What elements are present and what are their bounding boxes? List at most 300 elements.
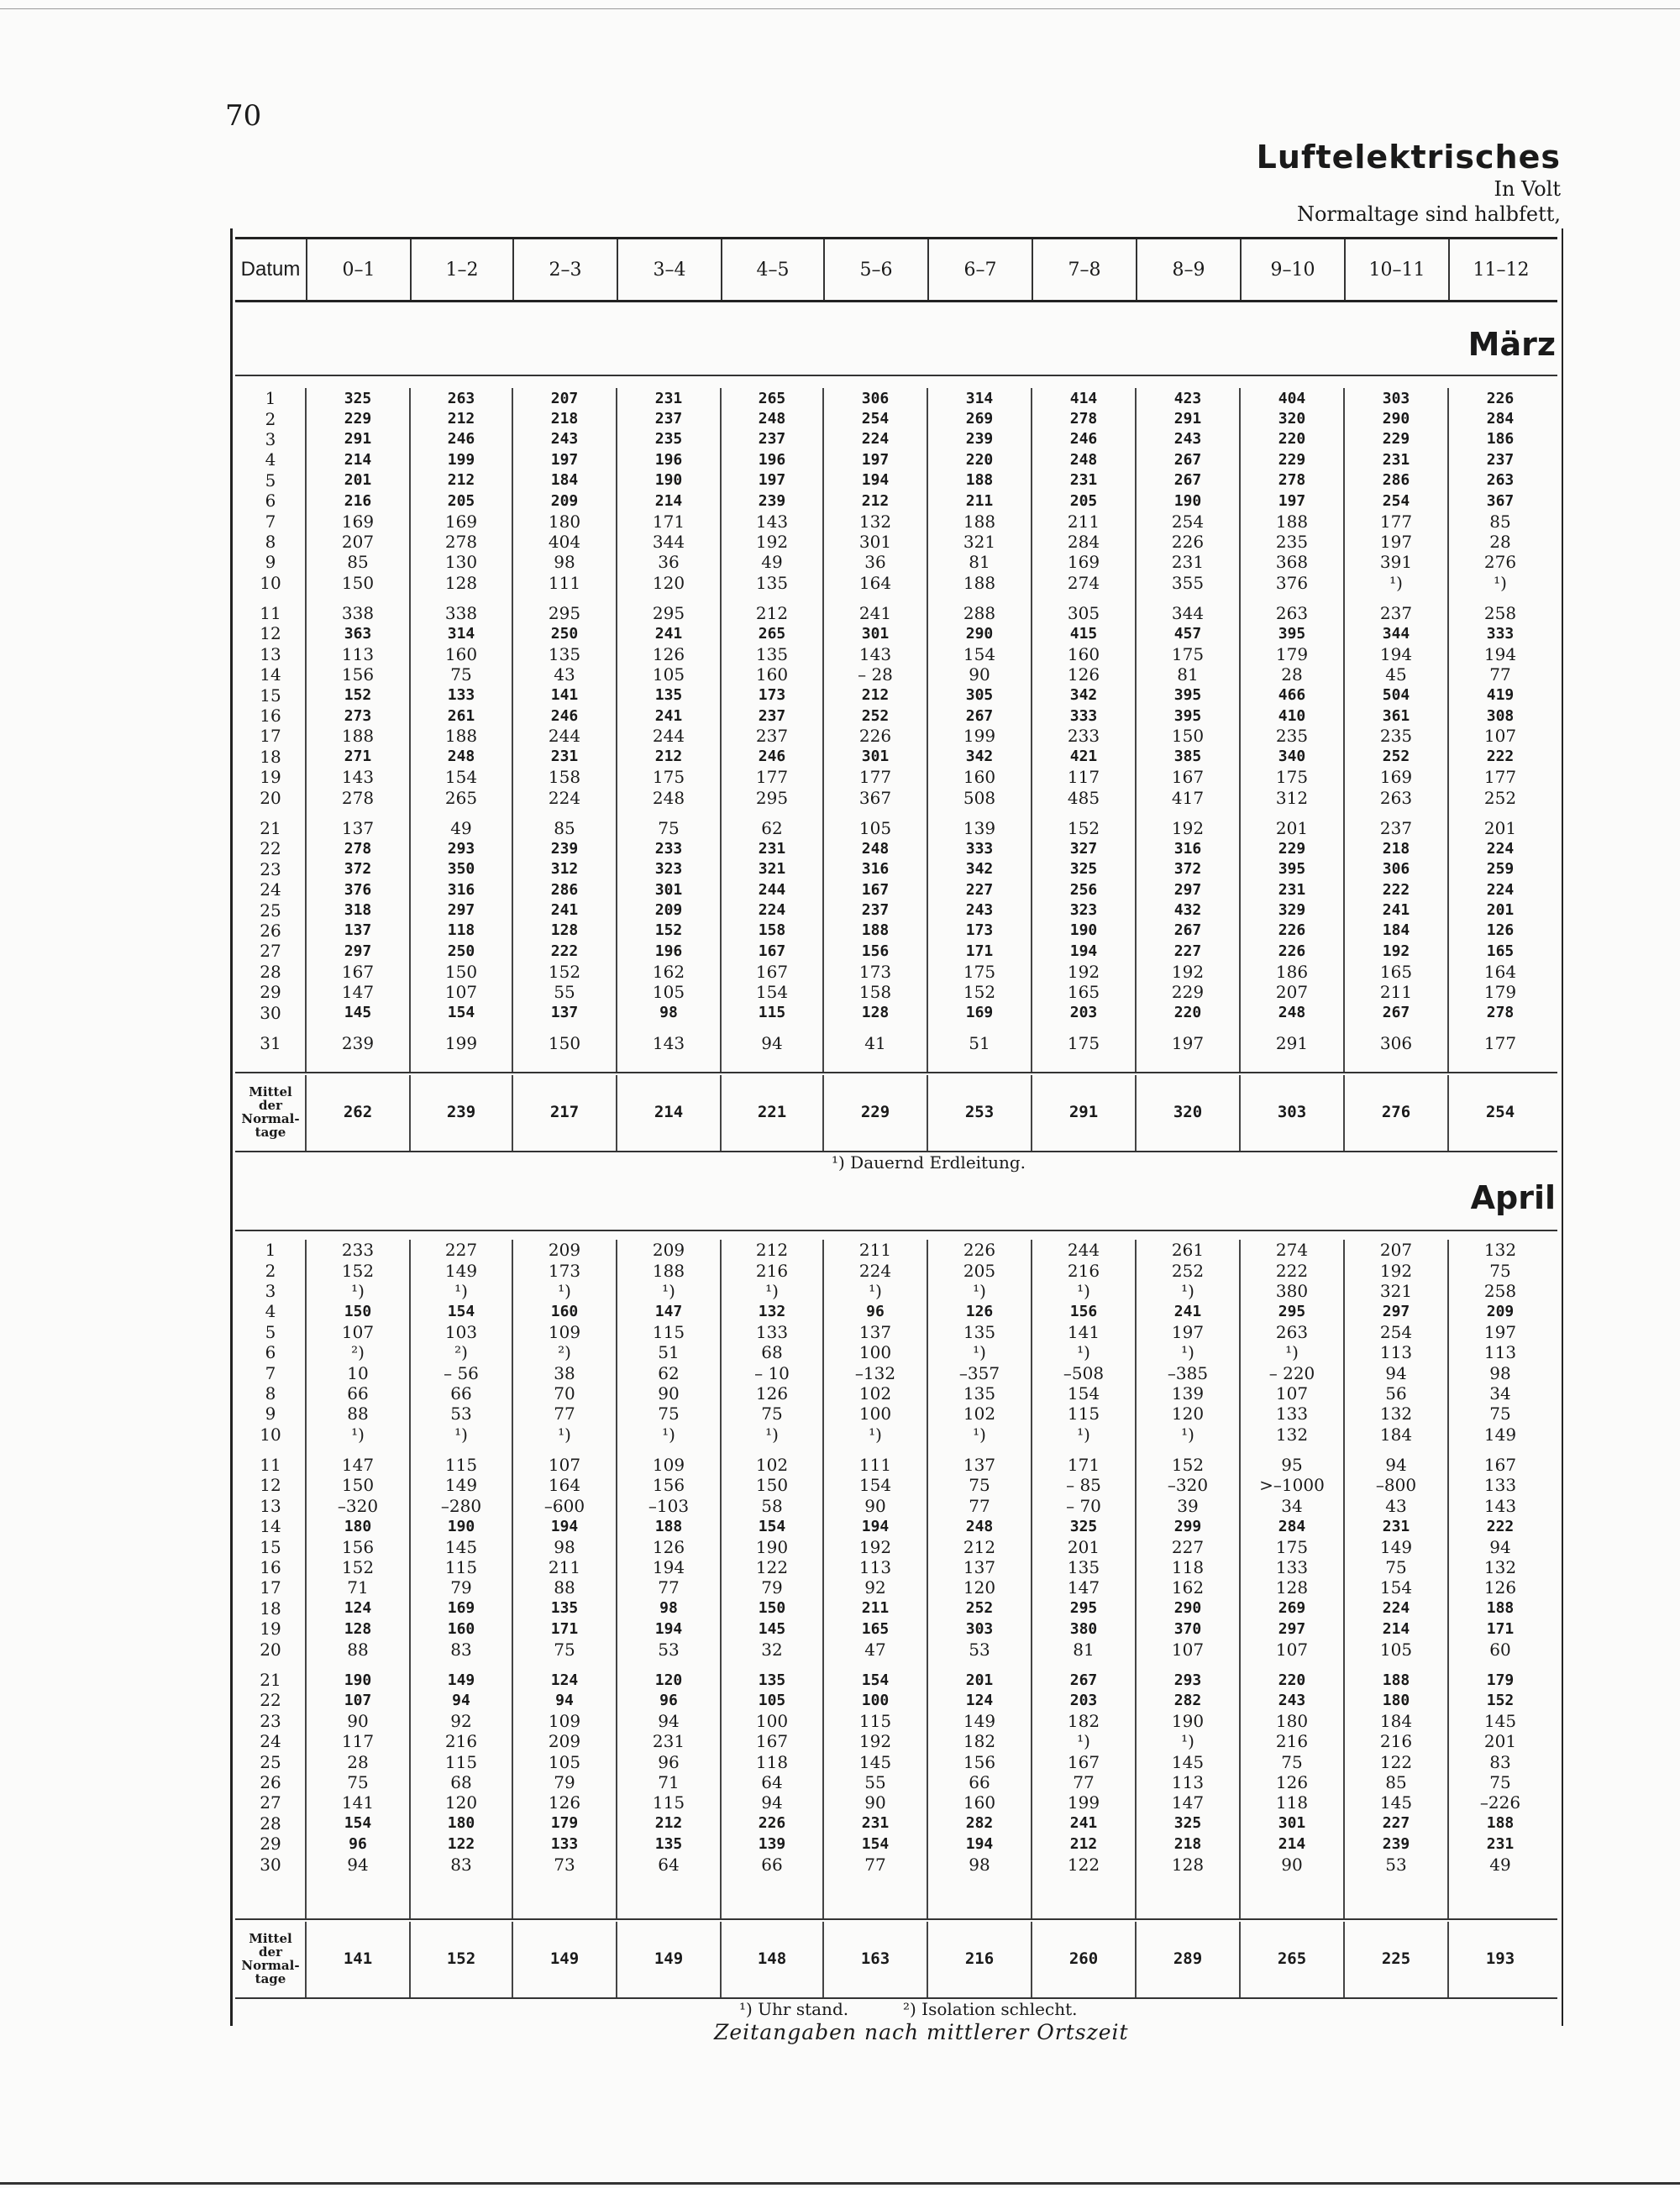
value-cell: 94 xyxy=(761,1792,783,1813)
value-cell: 314 xyxy=(447,624,475,643)
value-cell: 139 xyxy=(963,818,996,838)
table-row xyxy=(235,1002,1557,1022)
date-cell: 13 xyxy=(260,643,281,664)
value-cell: 244 xyxy=(1067,1240,1100,1261)
header-hour-6: 5–6 xyxy=(823,239,927,300)
maerz-top-rule xyxy=(235,375,1557,376)
value-cell: 128 xyxy=(1171,1854,1205,1875)
header-hour-4: 3–4 xyxy=(617,239,721,300)
value-cell: 504 xyxy=(1382,686,1410,705)
value-cell: 90 xyxy=(864,1495,886,1516)
column-rule xyxy=(512,388,513,1072)
value-cell: 259 xyxy=(1486,860,1515,879)
value-cell: 267 xyxy=(965,706,994,725)
value-cell: 214 xyxy=(654,491,683,510)
value-cell: 154 xyxy=(447,1004,475,1022)
date-cell: 12 xyxy=(260,1475,281,1496)
value-cell: 90 xyxy=(1281,1854,1303,1875)
value-cell: 241 xyxy=(858,603,892,624)
column-rule xyxy=(927,388,928,1072)
value-cell: 201 xyxy=(965,1671,994,1689)
value-cell: 291 xyxy=(344,430,372,449)
page-number: 70 xyxy=(225,99,262,133)
value-cell: 190 xyxy=(344,1671,372,1689)
value-cell: 175 xyxy=(1275,767,1309,788)
value-cell: 207 xyxy=(341,531,375,552)
value-cell: 192 xyxy=(1067,961,1100,982)
value-cell: 126 xyxy=(965,1302,994,1320)
value-cell: 395 xyxy=(1173,706,1202,725)
value-cell: 241 xyxy=(1069,1814,1098,1833)
value-cell: ¹) xyxy=(351,1424,365,1445)
value-cell: 133 xyxy=(1483,1475,1517,1496)
value-cell: 209 xyxy=(548,1240,581,1261)
value-cell: 75 xyxy=(658,818,680,838)
value-cell: 105 xyxy=(758,1691,786,1709)
value-cell: 395 xyxy=(1278,860,1306,879)
mittel-value: 149 xyxy=(654,1949,684,1968)
value-cell: 154 xyxy=(444,767,478,788)
table-row xyxy=(235,664,1557,685)
value-cell: 88 xyxy=(347,1639,369,1660)
table-row xyxy=(235,1322,1557,1342)
value-cell: 147 xyxy=(1067,1577,1100,1598)
april-footnote-2: ²) Isolation schlecht. xyxy=(903,1999,1078,2019)
table-row xyxy=(235,1619,1557,1639)
value-cell: 194 xyxy=(1483,643,1517,664)
value-cell: 171 xyxy=(1486,1619,1515,1638)
date-cell: 23 xyxy=(260,1710,281,1731)
value-cell: 295 xyxy=(1069,1599,1098,1618)
value-cell: 164 xyxy=(548,1475,581,1496)
value-cell: 301 xyxy=(858,531,892,552)
column-rule xyxy=(1343,1922,1345,1997)
value-cell: 109 xyxy=(652,1455,685,1476)
value-cell: 62 xyxy=(761,818,783,838)
value-cell: – 10 xyxy=(754,1362,790,1383)
table-row xyxy=(235,511,1557,531)
value-cell: 167 xyxy=(861,880,890,899)
value-cell: 205 xyxy=(963,1260,996,1281)
value-cell: 79 xyxy=(761,1577,783,1598)
date-cell: 8 xyxy=(265,1383,276,1404)
value-cell: 53 xyxy=(1385,1854,1407,1875)
value-cell: 196 xyxy=(654,942,683,960)
table-row xyxy=(235,603,1557,623)
value-cell: 132 xyxy=(1483,1557,1517,1578)
table-row xyxy=(235,388,1557,408)
value-cell: 154 xyxy=(858,1475,892,1496)
column-rule xyxy=(1135,1240,1137,1918)
value-cell: 135 xyxy=(548,643,581,664)
value-cell: 231 xyxy=(1382,1517,1410,1535)
value-cell: 154 xyxy=(963,643,996,664)
value-cell: 188 xyxy=(1486,1599,1515,1618)
value-cell: 350 xyxy=(447,860,475,879)
value-cell: 252 xyxy=(861,706,890,725)
date-cell: 26 xyxy=(260,920,281,941)
normaltage-note: Normaltage sind halbfett, xyxy=(1296,202,1561,226)
value-cell: 218 xyxy=(1382,839,1410,858)
value-cell: 113 xyxy=(858,1557,892,1578)
value-cell: 297 xyxy=(1382,1302,1410,1320)
value-cell: 171 xyxy=(965,942,994,960)
value-cell: 169 xyxy=(1379,767,1413,788)
top-rule xyxy=(0,8,1680,9)
value-cell: 297 xyxy=(344,942,372,960)
value-cell: 68 xyxy=(450,1771,472,1792)
maerz-mittel-rule xyxy=(235,1072,1557,1073)
value-cell: 457 xyxy=(1173,624,1202,643)
value-cell: 64 xyxy=(658,1854,680,1875)
value-cell: 160 xyxy=(447,1619,475,1638)
value-cell: 194 xyxy=(550,1517,579,1535)
value-cell: 224 xyxy=(858,1260,892,1281)
value-cell: 147 xyxy=(341,982,375,1003)
table-row xyxy=(235,429,1557,449)
value-cell: 128 xyxy=(550,921,579,940)
table-row xyxy=(235,706,1557,726)
value-cell: 308 xyxy=(1486,706,1515,725)
value-cell: 248 xyxy=(652,787,685,808)
value-cell: 182 xyxy=(1067,1710,1100,1731)
value-cell: 226 xyxy=(1171,531,1205,552)
value-cell: 278 xyxy=(341,787,375,808)
value-cell: 79 xyxy=(450,1577,472,1598)
column-rule xyxy=(1447,1922,1449,1997)
column-rule xyxy=(1239,388,1241,1072)
value-cell: 243 xyxy=(1278,1691,1306,1709)
mittel-value: 141 xyxy=(343,1949,373,1968)
value-cell: 171 xyxy=(550,1619,579,1638)
value-cell: 180 xyxy=(447,1814,475,1833)
value-cell: 222 xyxy=(550,942,579,960)
value-cell: 192 xyxy=(1171,961,1205,982)
value-cell: 53 xyxy=(450,1404,472,1425)
value-cell: 135 xyxy=(963,1321,996,1342)
value-cell: 100 xyxy=(861,1691,890,1709)
mittel-value: 303 xyxy=(1277,1103,1307,1121)
value-cell: 267 xyxy=(1173,921,1202,940)
date-cell: 13 xyxy=(260,1495,281,1516)
value-cell: 197 xyxy=(550,450,579,469)
table-row xyxy=(235,1281,1557,1301)
value-cell: 299 xyxy=(1173,1517,1202,1535)
value-cell: 248 xyxy=(758,410,786,428)
value-cell: 226 xyxy=(858,726,892,747)
value-cell: 107 xyxy=(341,1321,375,1342)
value-cell: 197 xyxy=(758,471,786,490)
date-cell: 6 xyxy=(265,491,276,512)
value-cell: –800 xyxy=(1375,1475,1417,1496)
value-cell: 197 xyxy=(1379,531,1413,552)
value-cell: 248 xyxy=(1278,1004,1306,1022)
value-cell: 81 xyxy=(969,552,990,573)
value-cell: 75 xyxy=(761,1404,783,1425)
value-cell: 92 xyxy=(450,1710,472,1731)
value-cell: 105 xyxy=(652,982,685,1003)
value-cell: 180 xyxy=(1382,1691,1410,1709)
date-cell: 31 xyxy=(260,1032,281,1053)
value-cell: ¹) xyxy=(973,1424,986,1445)
column-rule xyxy=(409,1075,411,1151)
value-cell: 126 xyxy=(652,1536,685,1557)
value-cell: 201 xyxy=(1483,1731,1517,1752)
value-cell: 318 xyxy=(344,901,372,920)
value-cell: 77 xyxy=(864,1854,886,1875)
value-cell: ¹) xyxy=(351,1280,365,1301)
table-row xyxy=(235,1813,1557,1834)
value-cell: ¹) xyxy=(662,1280,675,1301)
value-cell: 128 xyxy=(1275,1577,1309,1598)
value-cell: 94 xyxy=(1385,1455,1407,1476)
value-cell: 188 xyxy=(963,572,996,593)
mittel-value: 152 xyxy=(446,1949,476,1968)
value-cell: 158 xyxy=(548,767,581,788)
value-cell: 152 xyxy=(963,982,996,1003)
value-cell: 49 xyxy=(761,552,783,573)
value-cell: 175 xyxy=(1275,1536,1309,1557)
value-cell: 145 xyxy=(344,1004,372,1022)
value-cell: 212 xyxy=(861,686,890,705)
value-cell: 128 xyxy=(444,572,478,593)
value-cell: 49 xyxy=(450,818,472,838)
mittel-value: 149 xyxy=(549,1949,580,1968)
mittel-value: 229 xyxy=(860,1103,890,1121)
value-cell: 122 xyxy=(447,1834,475,1853)
value-cell: 327 xyxy=(1069,839,1098,858)
value-cell: 395 xyxy=(1173,686,1202,705)
value-cell: 316 xyxy=(861,860,890,879)
value-cell: 152 xyxy=(341,1260,375,1281)
value-cell: 254 xyxy=(1379,1321,1413,1342)
value-cell: 237 xyxy=(861,901,890,920)
value-cell: 126 xyxy=(1067,664,1100,685)
value-cell: 177 xyxy=(1379,511,1413,532)
value-cell: 286 xyxy=(550,880,579,899)
table-row xyxy=(235,787,1557,807)
column-rule xyxy=(512,1075,513,1151)
value-cell: 167 xyxy=(1171,767,1205,788)
value-cell: 98 xyxy=(659,1004,678,1022)
value-cell: 115 xyxy=(1067,1404,1100,1425)
value-cell: 164 xyxy=(858,572,892,593)
date-cell: 20 xyxy=(260,1639,281,1660)
table-row xyxy=(235,1475,1557,1495)
value-cell: 126 xyxy=(1483,1577,1517,1598)
value-cell: 306 xyxy=(1382,860,1410,879)
header-hour-1: 0–1 xyxy=(306,239,410,300)
value-cell: 135 xyxy=(1067,1557,1100,1578)
value-cell: –103 xyxy=(648,1495,690,1516)
value-cell: 160 xyxy=(963,1792,996,1813)
value-cell: 156 xyxy=(1069,1302,1098,1320)
value-cell: 137 xyxy=(858,1321,892,1342)
value-cell: 152 xyxy=(341,1557,375,1578)
value-cell: 145 xyxy=(1379,1792,1413,1813)
value-cell: 368 xyxy=(1275,552,1309,573)
value-cell: 179 xyxy=(550,1814,579,1833)
value-cell: 286 xyxy=(1382,471,1410,490)
value-cell: 173 xyxy=(758,686,786,705)
value-cell: 258 xyxy=(1483,603,1517,624)
value-cell: 205 xyxy=(447,491,475,510)
value-cell: 306 xyxy=(861,389,890,407)
value-cell: 77 xyxy=(1489,664,1511,685)
table-row xyxy=(235,1516,1557,1536)
table-row xyxy=(235,1404,1557,1424)
value-cell: 109 xyxy=(548,1321,581,1342)
value-cell: 165 xyxy=(1379,961,1413,982)
value-cell: 139 xyxy=(1171,1383,1205,1404)
value-cell: 211 xyxy=(965,491,994,510)
date-cell: 6 xyxy=(265,1342,276,1363)
table-row xyxy=(235,408,1557,428)
value-cell: 143 xyxy=(858,643,892,664)
table-row xyxy=(235,1834,1557,1854)
value-cell: ¹) xyxy=(1181,1424,1194,1445)
value-cell: 263 xyxy=(1275,1321,1309,1342)
table-row xyxy=(235,1557,1557,1577)
value-cell: 243 xyxy=(1173,430,1202,449)
value-cell: 248 xyxy=(447,748,475,766)
date-cell: 27 xyxy=(260,1792,281,1813)
value-cell: 239 xyxy=(758,491,786,510)
value-cell: 342 xyxy=(1069,686,1098,705)
date-cell: 1 xyxy=(265,388,276,409)
value-cell: 209 xyxy=(548,1731,581,1752)
value-cell: 316 xyxy=(1173,839,1202,858)
value-cell: 83 xyxy=(1489,1751,1511,1772)
value-cell: 145 xyxy=(858,1751,892,1772)
value-cell: 241 xyxy=(1173,1302,1202,1320)
table-row xyxy=(235,1711,1557,1731)
value-cell: 115 xyxy=(758,1004,786,1022)
date-cell: 1 xyxy=(265,1240,276,1261)
value-cell: 246 xyxy=(1069,430,1098,449)
value-cell: 167 xyxy=(1483,1455,1517,1476)
value-cell: 321 xyxy=(963,531,996,552)
value-cell: 120 xyxy=(444,1792,478,1813)
value-cell: – 70 xyxy=(1066,1495,1101,1516)
table-row xyxy=(235,859,1557,879)
value-cell: 227 xyxy=(444,1240,478,1261)
value-cell: 132 xyxy=(858,511,892,532)
value-cell: 115 xyxy=(444,1455,478,1476)
value-cell: 139 xyxy=(758,1834,786,1853)
value-cell: 156 xyxy=(341,1536,375,1557)
value-cell: 141 xyxy=(1067,1321,1100,1342)
date-cell: 29 xyxy=(260,1834,281,1855)
table-row xyxy=(235,623,1557,643)
value-cell: 10 xyxy=(347,1362,369,1383)
value-cell: 207 xyxy=(550,389,579,407)
column-rule xyxy=(720,1922,722,1997)
value-cell: 237 xyxy=(1379,603,1413,624)
value-cell: 243 xyxy=(550,430,579,449)
value-cell: 94 xyxy=(761,1032,783,1053)
date-cell: 16 xyxy=(260,1557,281,1578)
value-cell: 224 xyxy=(1486,839,1515,858)
value-cell: 290 xyxy=(965,624,994,643)
value-cell: 199 xyxy=(444,1032,478,1053)
value-cell: 143 xyxy=(1483,1495,1517,1516)
value-cell: 169 xyxy=(965,1004,994,1022)
value-cell: –385 xyxy=(1167,1362,1209,1383)
value-cell: 342 xyxy=(965,860,994,879)
value-cell: 508 xyxy=(963,787,996,808)
value-cell: 237 xyxy=(1486,450,1515,469)
value-cell: 273 xyxy=(344,706,372,725)
column-rule xyxy=(616,1240,617,1918)
value-cell: 267 xyxy=(1173,450,1202,469)
value-cell: 88 xyxy=(347,1404,369,1425)
value-cell: 284 xyxy=(1486,410,1515,428)
column-rule xyxy=(409,1922,411,1997)
value-cell: 212 xyxy=(755,603,789,624)
value-cell: –320 xyxy=(1167,1475,1209,1496)
value-cell: 66 xyxy=(347,1383,369,1404)
value-cell: 290 xyxy=(1382,410,1410,428)
value-cell: 53 xyxy=(658,1639,680,1660)
maerz-table-body xyxy=(235,388,1557,1053)
date-cell: 16 xyxy=(260,706,281,727)
value-cell: 235 xyxy=(1275,531,1309,552)
value-cell: 107 xyxy=(1171,1639,1205,1660)
maerz-footnote: ¹) Dauernd Erdleitung. xyxy=(832,1152,1026,1173)
table-row xyxy=(235,982,1557,1002)
value-cell: 269 xyxy=(965,410,994,428)
value-cell: 211 xyxy=(861,1599,890,1618)
mittel-value: 262 xyxy=(343,1103,373,1121)
date-cell: 15 xyxy=(260,1536,281,1557)
value-cell: 325 xyxy=(1069,860,1098,879)
value-cell: 111 xyxy=(548,572,581,593)
value-cell: 237 xyxy=(758,430,786,449)
value-cell: 143 xyxy=(755,511,789,532)
value-cell: 145 xyxy=(1171,1751,1205,1772)
value-cell: 252 xyxy=(965,1599,994,1618)
date-cell: 10 xyxy=(260,572,281,593)
table-row xyxy=(235,1425,1557,1445)
value-cell: 160 xyxy=(444,643,478,664)
value-cell: 199 xyxy=(447,450,475,469)
value-cell: 175 xyxy=(1067,1032,1100,1053)
value-cell: 188 xyxy=(652,1260,685,1281)
value-cell: 241 xyxy=(550,901,579,920)
value-cell: 244 xyxy=(548,726,581,747)
value-cell: 85 xyxy=(554,818,575,838)
value-cell: 77 xyxy=(554,1404,575,1425)
value-cell: 184 xyxy=(550,471,579,490)
value-cell: 132 xyxy=(1483,1240,1517,1261)
value-cell: 32 xyxy=(761,1639,783,1660)
value-cell: 184 xyxy=(1379,1424,1413,1445)
value-cell: 209 xyxy=(654,901,683,920)
value-cell: 109 xyxy=(548,1710,581,1731)
column-rule xyxy=(1447,388,1449,1072)
value-cell: 150 xyxy=(1171,726,1205,747)
value-cell: 77 xyxy=(1073,1771,1095,1792)
column-rule xyxy=(1343,1075,1345,1151)
mittel-value: 225 xyxy=(1381,1949,1411,1968)
value-cell: 143 xyxy=(341,767,375,788)
value-cell: 118 xyxy=(755,1751,789,1772)
value-cell: 160 xyxy=(1067,643,1100,664)
value-cell: 75 xyxy=(1489,1260,1511,1281)
value-cell: 180 xyxy=(1275,1710,1309,1731)
value-cell: 100 xyxy=(858,1342,892,1363)
